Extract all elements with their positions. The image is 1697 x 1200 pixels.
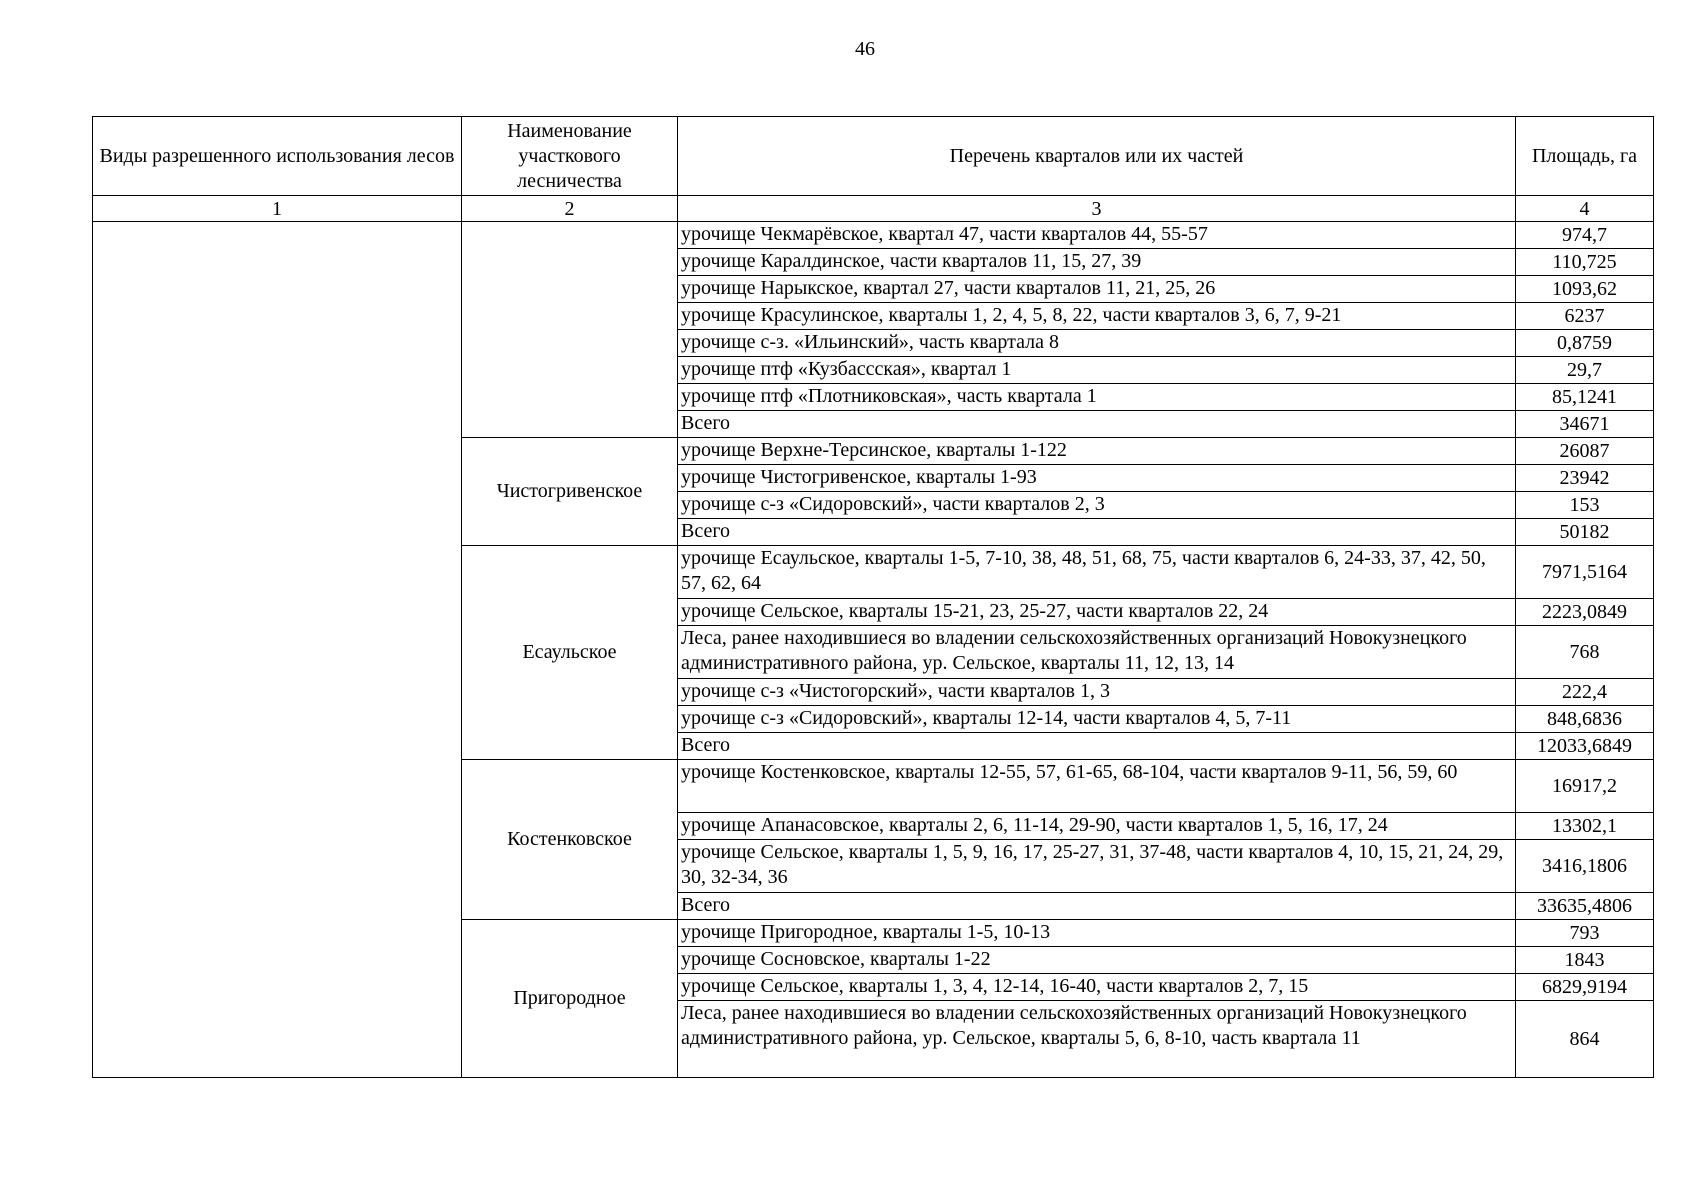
quarters-cell: урочище Верхне-Терсинское, кварталы 1-122 [678, 438, 1516, 465]
area-cell: 6237 [1516, 303, 1654, 330]
forest-quarters-table [92, 116, 1654, 1078]
total-area: 34671 [1516, 411, 1654, 438]
quarters-cell: урочище Сельское, кварталы 1, 5, 9, 16, 17, 25-27, 31, 37-48, части кварталов 4, 10, 15, 21, 24, 29, 30, 32-34, 36 [678, 840, 1516, 893]
quarters-cell: урочище Сельское, кварталы 15-21, 23, 25-27, части кварталов 22, 24 [678, 599, 1516, 626]
area-cell: 0,8759 [1516, 330, 1654, 357]
table-row [93, 222, 1654, 249]
area-cell: 29,7 [1516, 357, 1654, 384]
header-forestry-name: Наименование участкового лесничества [462, 117, 678, 196]
page-number: 46 [855, 38, 875, 60]
total-label: Всего [678, 519, 1516, 546]
area-cell: 3416,1806 [1516, 840, 1654, 893]
forestry-name-cell: Есаульское [462, 546, 678, 760]
area-cell: 848,6836 [1516, 706, 1654, 733]
area-cell: 153 [1516, 492, 1654, 519]
quarters-cell: урочище Нарыкское, квартал 27, части кварталов 11, 21, 25, 26 [678, 276, 1516, 303]
quarters-cell: Леса, ранее находившиеся во владении сельскохозяйственных организаций Новокузнецкого административного района, ур. Сельское, кварталы 11, 12, 13, 14 [678, 626, 1516, 679]
quarters-cell: урочище Каралдинское, части кварталов 11, 15, 27, 39 [678, 249, 1516, 276]
quarters-cell: урочище с-з «Сидоровский», кварталы 12-14, части кварталов 4, 5, 7-11 [678, 706, 1516, 733]
total-area: 33635,4806 [1516, 893, 1654, 920]
quarters-cell: урочище с-з «Чистогорский», части кварталов 1, 3 [678, 679, 1516, 706]
quarters-cell: урочище Чистогривенское, кварталы 1-93 [678, 465, 1516, 492]
area-cell: 6829,9194 [1516, 974, 1654, 1001]
total-label: Всего [678, 411, 1516, 438]
header-quarters-list: Перечень кварталов или их частей [678, 117, 1516, 196]
quarters-cell: урочище Сосновское, кварталы 1-22 [678, 947, 1516, 974]
quarters-cell: урочище Костенковское, кварталы 12-55, 57, 61-65, 68-104, части кварталов 9-11, 56, 59, 60 [678, 760, 1516, 813]
area-cell: 85,1241 [1516, 384, 1654, 411]
header-area: Площадь, га [1516, 117, 1654, 196]
quarters-cell: урочище с-з «Сидоровский», части кварталов 2, 3 [678, 492, 1516, 519]
header-usage-kinds: Виды разрешенного использования лесов [93, 117, 462, 196]
quarters-cell: урочище Чекмарёвское, квартал 47, части кварталов 44, 55-57 [678, 222, 1516, 249]
forestry-name-cell: Пригородное [462, 920, 678, 1078]
area-cell: 222,4 [1516, 679, 1654, 706]
area-cell: 1093,62 [1516, 276, 1654, 303]
column-number: 3 [678, 196, 1516, 222]
quarters-cell: урочище птф «Кузбассская», квартал 1 [678, 357, 1516, 384]
area-cell: 26087 [1516, 438, 1654, 465]
area-cell: 7971,5164 [1516, 546, 1654, 599]
column-number-row [93, 196, 1654, 222]
forestry-name-cell: Костенковское [462, 760, 678, 920]
header-row [93, 117, 1654, 196]
area-cell: 110,725 [1516, 249, 1654, 276]
total-label: Всего [678, 733, 1516, 760]
area-cell: 23942 [1516, 465, 1654, 492]
quarters-cell: урочище Красулинское, кварталы 1, 2, 4, 5, 8, 22, части кварталов 3, 6, 7, 9-21 [678, 303, 1516, 330]
total-label: Всего [678, 893, 1516, 920]
area-cell: 1843 [1516, 947, 1654, 974]
area-cell: 13302,1 [1516, 813, 1654, 840]
quarters-cell: урочище с-з. «Ильинский», часть квартала 8 [678, 330, 1516, 357]
column-number: 1 [93, 196, 462, 222]
area-cell: 2223,0849 [1516, 599, 1654, 626]
area-cell: 974,7 [1516, 222, 1654, 249]
quarters-cell: урочище Есаульское, кварталы 1-5, 7-10, 38, 48, 51, 68, 75, части кварталов 6, 24-33, 37, 42, 50, 57, 62, 64 [678, 546, 1516, 599]
quarters-cell: Леса, ранее находившиеся во владении сельскохозяйственных организаций Новокузнецкого административного района, ур. Сельское, кварталы 5, 6, 8-10, часть квартала 11 [678, 1001, 1516, 1078]
column-number: 2 [462, 196, 678, 222]
quarters-cell: урочище Апанасовское, кварталы 2, 6, 11-14, 29-90, части кварталов 1, 5, 16, 17, 24 [678, 813, 1516, 840]
usage-kind-cell [93, 222, 462, 1078]
area-cell: 16917,2 [1516, 760, 1654, 813]
total-area: 12033,6849 [1516, 733, 1654, 760]
forestry-name-cell [462, 222, 678, 438]
total-area: 50182 [1516, 519, 1654, 546]
quarters-cell: урочище Пригородное, кварталы 1-5, 10-13 [678, 920, 1516, 947]
quarters-cell: урочище птф «Плотниковская», часть квартала 1 [678, 384, 1516, 411]
forestry-name-cell: Чистогривенское [462, 438, 678, 546]
area-cell: 793 [1516, 920, 1654, 947]
area-cell: 864 [1516, 1001, 1654, 1078]
column-number: 4 [1516, 196, 1654, 222]
quarters-cell: урочище Сельское, кварталы 1, 3, 4, 12-14, 16-40, части кварталов 2, 7, 15 [678, 974, 1516, 1001]
area-cell: 768 [1516, 626, 1654, 679]
